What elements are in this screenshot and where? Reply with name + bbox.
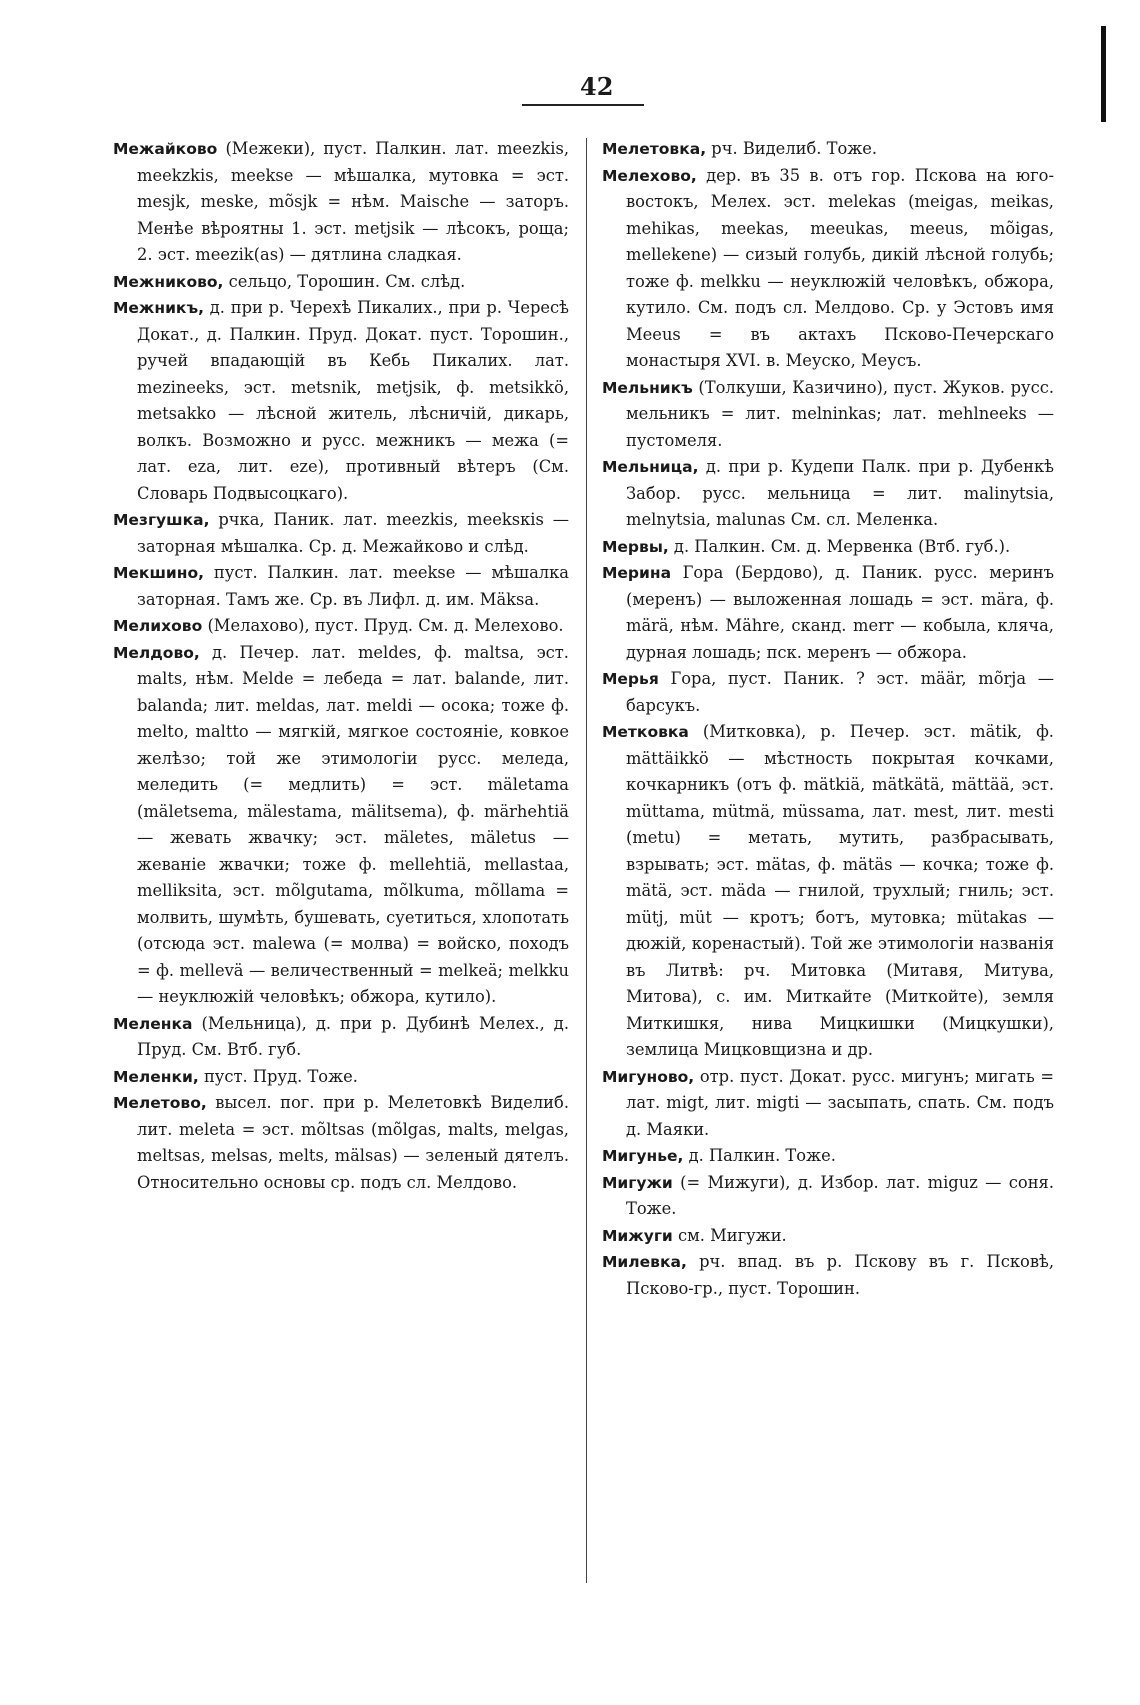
entry-definition: рч. впад. въ р. Пскову въ г. Псковѣ, Псково-гр., пуст. Торошин. [626, 1252, 1054, 1298]
entry-definition: дер. въ 35 в. отъ гор. Пскова на юго-востокъ, Мелех. эст. melekas (meigas, meikas, mehikas, meekas, meeukas, meeus, mõigas, mellekene) — сизый голубь, дикій лѣсной голубь; тоже ф. melkku — неуклюжій человѣкъ, обжора, кутило. См. подъ сл. Мелдово. Ср. у Эстовъ имя Meeus = въ актахъ Псково-Печерскаго монастыря XVI. в. Меуско, Меусъ. [626, 165, 1054, 370]
entry-headword: Меленки, [113, 1067, 199, 1086]
entry-headword: Межниково, [113, 272, 224, 291]
entry-headword: Метковка [602, 723, 689, 741]
dictionary-entry [602, 1064, 1054, 1144]
entry-headword: Мигуново, [602, 1067, 695, 1086]
page-edge-mark [1101, 26, 1106, 122]
entry-headword: Мижуги [602, 1226, 673, 1245]
entry-headword: Мерья [602, 670, 659, 688]
dictionary-entry [602, 375, 1054, 455]
entry-definition: д. при р. Черехѣ Пикалих., при р. Чересѣ Докат., д. Палкин. Пруд. Докат. пуст. Торошин., ручей впадающій въ Кебь Пикалих. лат. mezineeks, эст. metsnik, metjsik, ф. metsikkö, metsakko — лѣсной житель, лѣсничій, дикарь, волкъ. Возможно и русс. межникъ — межа (= лат. eza, лит. eze), противный вѣтеръ (См. Словарь Подвысоцкаго). [137, 298, 569, 503]
dictionary-entry [602, 163, 1054, 375]
entry-definition: Гора (Бердово), д. Паник. русс. меринъ (меренъ) — выложенная лошадь = эст. mära, ф. märä, нѣм. Mähre, сканд. merr — кобыла, кляча, дурная лошадь; пск. меренъ — обжора. [626, 563, 1054, 662]
dictionary-entry [113, 295, 569, 507]
entry-headword: Мезгушка, [113, 511, 210, 529]
dictionary-entry [602, 1223, 1054, 1250]
entry-headword: Мекшино, [113, 564, 205, 582]
entry-definition: отр. пуст. Докат. русс. мигунъ; мигать = лат. migt, лит. migti — засыпать, спать. См. подъ д. Маяки. [626, 1066, 1054, 1139]
dictionary-entry [113, 269, 569, 296]
entry-headword: Мельникъ [602, 378, 693, 397]
entry-headword: Мелихово [113, 617, 203, 635]
entry-definition: (Мельница), д. при р. Дубинѣ Мелех., д. Пруд. См. Втб. губ. [137, 1013, 569, 1059]
entry-headword: Мерина [602, 564, 672, 582]
dictionary-entry [113, 560, 569, 613]
entry-headword: Мелехово, [602, 166, 697, 185]
dictionary-entry [602, 454, 1054, 534]
entry-definition: рчка, Паник. лат. meezkis, meeksкis — заторная мѣшалка. Ср. д. Межайково и слѣд. [137, 510, 569, 556]
dictionary-entry [602, 136, 1054, 163]
entry-headword: Межайково [113, 140, 218, 158]
dictionary-entry [113, 1090, 569, 1196]
entry-definition: сельцо, Торошин. См. слѣд. [223, 271, 466, 291]
entry-headword: Мелетово, [113, 1094, 207, 1112]
entry-definition: пуст. Пруд. Тоже. [198, 1066, 358, 1086]
page-number: 42 [580, 72, 614, 101]
dictionary-entry [602, 719, 1054, 1064]
entry-headword: Межникъ, [113, 299, 204, 317]
entry-headword: Мелетовка, [602, 140, 707, 158]
dictionary-entry [602, 1143, 1054, 1170]
entry-definition: Гора, пуст. Паник. ? эст. määr, mõrja — барсукъ. [626, 669, 1054, 715]
dictionary-entry [113, 1064, 569, 1091]
entry-definition: (Толкуши, Казичино), пуст. Жуков. русс. мельникъ = лит. melninkas; лат. mehlneeks — пустомеля. [626, 377, 1054, 450]
entry-headword: Мельница, [602, 458, 699, 476]
entry-definition: д. Палкин. Тоже. [683, 1146, 836, 1165]
entry-definition: д. Печер. лат. meldes, ф. maltsa, эст. malts, нѣм. Melde = лебеда = лат. balande, лит. balanda; лит. meldas, лат. meldi — осока; тоже ф. melto, maltto — мягкій, мягкое состояніе, ковкое желѣзо; той же этимологіи русс. меледа, меледить (= медлить) = эст. mäletama (mäletsema, mälestama, mälitsema), ф. märhehtiä — жевать жвачку; эст. mäletes, mäletus — жеваніе жвачки; тоже ф. mellehtiä, mellastaa, melliksita, эст. mõlgutama, mõlkuma, mõllama = молвить, шумѣть, бушевать, суетиться, хлопотать (отсюда эст. malewa (= молва) = войско, походъ = ф. mellevä — величественный = melkeä; melkku — неуклюжій человѣкъ; обжора, кутило). [137, 642, 569, 1006]
entry-headword: Мигужи [602, 1173, 673, 1192]
column-divider [586, 138, 587, 1583]
entry-definition: (Межеки), пуст. Палкин. лат. meezkis, meekzkis, meekse — мѣшалка, мутовка = эст. mesjk, meske, mõsjk = нѣм. Maische — заторъ. Менѣе вѣроятны 1. эст. metjsik — лѣсокъ, роща; 2. эст. meezik(as) — дятлина сладкая. [137, 139, 569, 264]
dictionary-entry [602, 560, 1054, 666]
entry-definition: (Мелахово), пуст. Пруд. См. д. Мелехово. [202, 616, 564, 635]
header-rule [522, 104, 644, 106]
entry-headword: Мелдово, [113, 643, 200, 662]
entry-definition: пуст. Палкин. лат. meekse — мѣшалка заторная. Тамъ же. Ср. въ Лифл. д. им. Mäksa. [137, 563, 569, 609]
entry-definition: рч. Виделиб. Тоже. [706, 139, 878, 158]
dictionary-entry [602, 666, 1054, 719]
right-column [602, 136, 1054, 1302]
dictionary-entry [602, 1249, 1054, 1302]
entry-definition: (= Мижуги), д. Избор. лат. miguz — соня. Тоже. [626, 1172, 1054, 1218]
dictionary-entry [113, 613, 569, 640]
entry-definition: (Митковка), р. Печер. эст. mätik, ф. mättäikkö — мѣстность покрытая кочками, кочкарникъ (отъ ф. mätkiä, mätkätä, mättää, эст. müttama, mütmä, müssama, лат. mest, лит. mesti (metu) = метать, мутить, разбрасывать, взрывать; эст. mätas, ф. mätäs — кочка; тоже ф. mätä, эст. mäda — гнилой, трухлый; гниль; эст. mütj, müt — кротъ; ботъ, мутовка; mütakas — дюжій, коренастый). Той же этимологіи названія въ Литвѣ: рч. Митовка (Митавя, Митува, Митова), с. им. Миткайте (Миткойте), земля Миткишкя, нива Мицкишки (Мицкушки), землица Мицковщизна и др. [626, 722, 1054, 1059]
dictionary-entry [113, 507, 569, 560]
entry-definition: высел. пог. при р. Мелетовкѣ Виделиб. лит. meleta = эст. mõltsas (mõlgas, malts, melgas, meltsas, melsas, melts, mälsas) — зеленый дятелъ. Относительно основы ср. подъ сл. Мелдово. [137, 1093, 569, 1192]
left-column [113, 136, 569, 1196]
entry-headword: Милевка, [602, 1253, 687, 1271]
dictionary-entry [113, 136, 569, 269]
entry-headword: Мигунье, [602, 1147, 684, 1165]
dictionary-entry [602, 534, 1054, 561]
dictionary-entry [113, 640, 569, 1011]
entry-definition: д. при р. Кудепи Палк. при р. Дубенкѣ Забор. русс. мельница = лит. malinytsia, melnytsia, malunas См. сл. Меленка. [626, 457, 1054, 529]
entry-headword: Меленка [113, 1014, 193, 1033]
entry-headword: Мервы, [602, 537, 669, 556]
entry-definition: д. Палкин. См. д. Мервенка (Втб. губ.). [668, 536, 1011, 556]
entry-definition: см. Мигужи. [672, 1225, 787, 1245]
dictionary-entry [602, 1170, 1054, 1223]
dictionary-entry [113, 1011, 569, 1064]
